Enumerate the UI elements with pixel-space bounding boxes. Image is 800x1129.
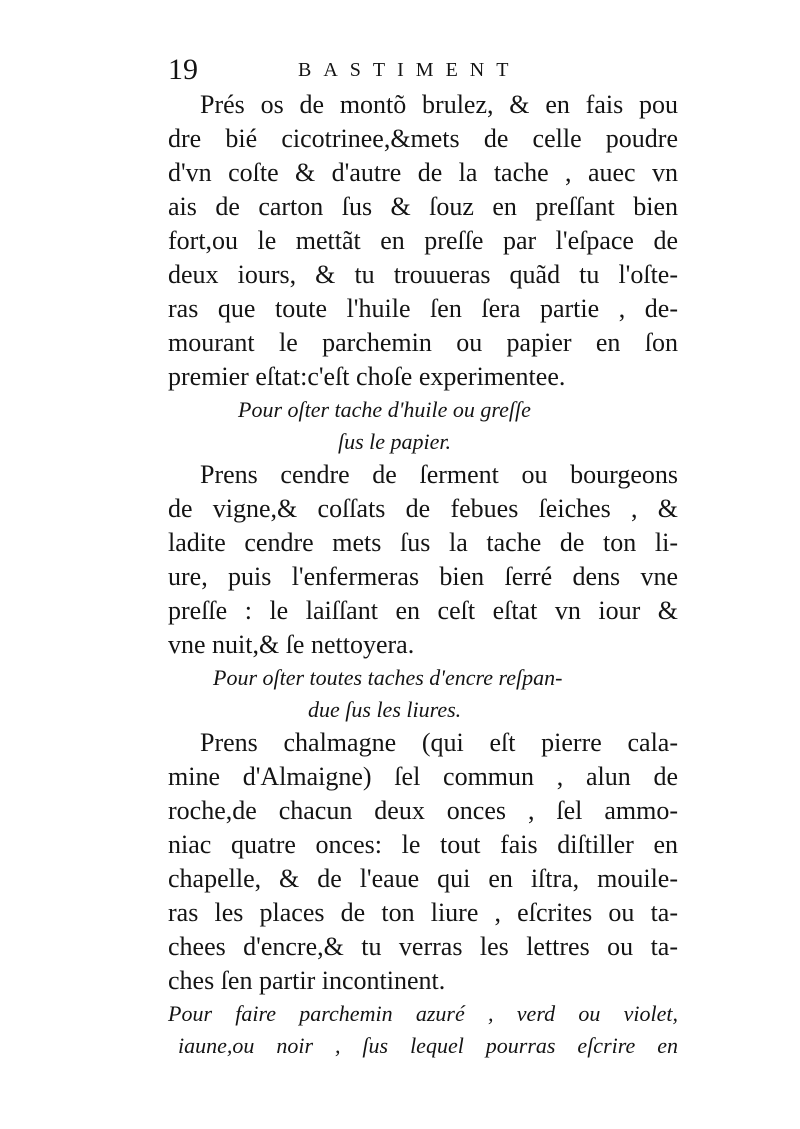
text-line: vne nuit,& ſe nettoyera. bbox=[168, 630, 415, 659]
text-line: Prés os de montõ brulez, & en fais pou bbox=[200, 90, 678, 119]
section-heading: Pour faire parchemin azuré , verd ou violet, bbox=[168, 1001, 678, 1026]
section-heading: ſus le papier. bbox=[338, 429, 452, 454]
text-line: Prens chalmagne (qui eſt pierre cala- bbox=[200, 728, 678, 757]
text-line: premier eſtat:c'eſt choſe experimentee. bbox=[168, 362, 566, 391]
text-line: chapelle, & de l'eaue qui en iſtra, mouile- bbox=[168, 864, 678, 893]
section-heading: Pour oſter toutes taches d'encre reſpan- bbox=[213, 665, 563, 690]
main-text bbox=[168, 88, 678, 1062]
page-header bbox=[168, 50, 688, 90]
text-line: ure, puis l'enfermeras bien ſerré dens vne bbox=[168, 562, 678, 591]
text-line: ladite cendre mets ſus la tache de ton li- bbox=[168, 528, 678, 557]
section-heading: Pour oſter tache d'huile ou greſſe bbox=[238, 397, 531, 422]
page-number: 19 bbox=[168, 53, 198, 86]
text-line: Prens cendre de ſerment ou bourgeons bbox=[200, 460, 678, 489]
text-line: mine d'Almaigne) ſel commun , alun de bbox=[168, 762, 678, 791]
running-head: BASTIMENT bbox=[298, 59, 521, 81]
text-line: fort,ou le mettãt en preſſe par l'eſpace de bbox=[168, 226, 678, 255]
text-line: chees d'encre,& tu verras les lettres ou ta- bbox=[168, 932, 678, 961]
text-line: ras les places de ton liure , eſcrites ou ta- bbox=[168, 898, 678, 927]
section-heading: iaune,ou noir , ſus lequel pourras eſcrire en bbox=[178, 1033, 678, 1058]
text-line: de vigne,& coſſats de febues ſeiches , & bbox=[168, 494, 678, 523]
text-line: ches ſen partir incontinent. bbox=[168, 966, 446, 995]
text-line: niac quatre onces: le tout fais diſtiller en bbox=[168, 830, 678, 859]
text-line: d'vn coſte & d'autre de la tache , auec vn bbox=[168, 158, 678, 187]
section-heading: due ſus les liures. bbox=[308, 697, 462, 722]
text-line: dre bié cicotrinee,&mets de celle poudre bbox=[168, 124, 678, 153]
text-line: roche,de chacun deux onces , ſel ammo- bbox=[168, 796, 678, 825]
text-line: mourant le parchemin ou papier en ſon bbox=[168, 328, 678, 357]
text-line: ras que toute l'huile ſen ſera partie , de- bbox=[168, 294, 678, 323]
text-line: ais de carton ſus & ſouz en preſſant bien bbox=[168, 192, 678, 221]
text-line: preſſe : le laiſſant en ceſt eſtat vn iour & bbox=[168, 596, 678, 625]
text-line: deux iours, & tu trouueras quãd tu l'oſte- bbox=[168, 260, 678, 289]
